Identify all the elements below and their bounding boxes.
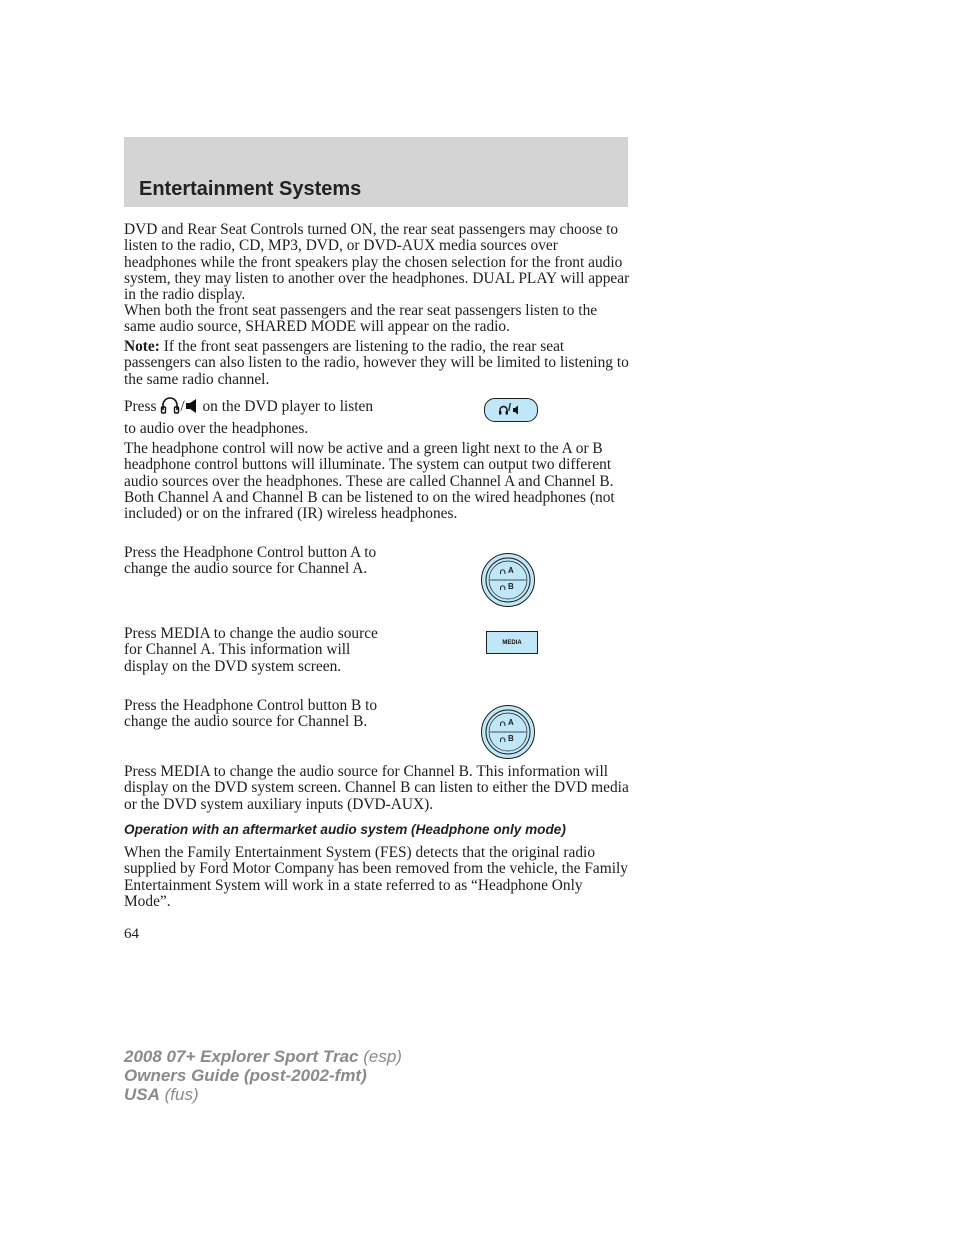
media-button[interactable]: [486, 631, 538, 654]
footer-guide: Owners Guide (post-2002-fmt): [124, 1066, 367, 1085]
section-title: Entertainment Systems: [139, 178, 362, 200]
footer-line-1: [124, 1047, 402, 1066]
headphone-control-a-b-knob[interactable]: [480, 552, 536, 608]
headphone-control-a-b-knob-2[interactable]: [480, 704, 536, 760]
document-footer: [124, 1047, 402, 1104]
knob-label-a: A: [508, 566, 514, 575]
page-number: 64: [124, 926, 139, 942]
paragraph-shared-mode: When both the front seat passengers and the rear seat passengers listen to the same audio source, SHARED MODE will appear on the radio.: [124, 302, 598, 336]
footer-line-2: [124, 1066, 402, 1085]
footer-market: USA: [124, 1085, 160, 1104]
paragraph-headphone-channels: The headphone control will now be active and a green light next to the A or B headphone control buttons will illuminate. The system can output two different audio sources over the headphones. These are called Channel A and Channel B. Both Channel A and Channel B can be listened to on the wired headphones (not included) or on the infrared (IR) wireless headphones.: [124, 440, 615, 523]
paragraph-note: [124, 339, 630, 388]
note-text: If the front seat passengers are listening to the radio, the rear seat passengers can also listen to the radio, however they will be limited to listening to the same radio channel.: [124, 338, 629, 388]
paragraph-press-headphone: [124, 396, 380, 438]
media-button-label: MEDIA: [502, 639, 522, 646]
paragraph-headphone-only-mode: When the Family Entertainment System (FES) detects that the original radio supplied by Ford Motor Company has been removed from the vehicle, the Family Entertainment System will work in a state referred to as “Headphone Only Mode”.: [124, 844, 628, 910]
paragraph-media-channel-b: Press MEDIA to change the audio source for Channel B. This information will display on the DVD system screen. Channel B can listen to either the DVD media or the DVD system auxiliary inputs (DVD-AUX).: [124, 763, 629, 813]
headphone-speaker-slash: /: [508, 402, 512, 414]
knob-label-b: B: [508, 582, 514, 591]
paragraph-media-channel-a: Press MEDIA to change the audio source for Channel A. This information will display on the DVD system screen.: [124, 625, 378, 675]
footer-market-code: (fus): [159, 1085, 199, 1104]
footer-model: 2008 07+ Explorer Sport Trac: [124, 1047, 359, 1066]
paragraph-press-button-a: Press the Headphone Control button A to change the audio source for Channel A.: [124, 544, 377, 578]
paragraph-dual-play: DVD and Rear Seat Controls turned ON, the rear seat passengers may choose to listen to the radio, CD, MP3, DVD, or DVD-AUX media sources over headphones while the front speakers play the chosen selection for the front audio system, they may listen to another over the headphones. DUAL PLAY will appear in the radio display.: [124, 221, 630, 304]
press-suffix: on the DVD player to listen to audio over the headphones.: [124, 398, 374, 437]
headphone-icon: [160, 396, 180, 419]
subheading-headphone-only-mode: Operation with an aftermarket audio system (Headphone only mode): [124, 822, 566, 837]
knob-2-label-b: B: [508, 734, 514, 743]
section-header-band: [124, 137, 628, 207]
press-prefix: Press: [124, 398, 157, 415]
footer-model-code: (esp): [358, 1047, 402, 1066]
note-label: Note:: [124, 338, 160, 355]
speaker-icon: [185, 398, 199, 419]
press-slash: /: [180, 398, 185, 415]
headphone-speaker-button[interactable]: [484, 398, 538, 422]
knob-graphic-2: [480, 704, 536, 760]
footer-line-3: [124, 1085, 402, 1104]
paragraph-press-button-b: Press the Headphone Control button B to change the audio source for Channel B.: [124, 697, 378, 731]
knob-2-label-a: A: [508, 718, 514, 727]
knob-graphic: [480, 552, 536, 608]
